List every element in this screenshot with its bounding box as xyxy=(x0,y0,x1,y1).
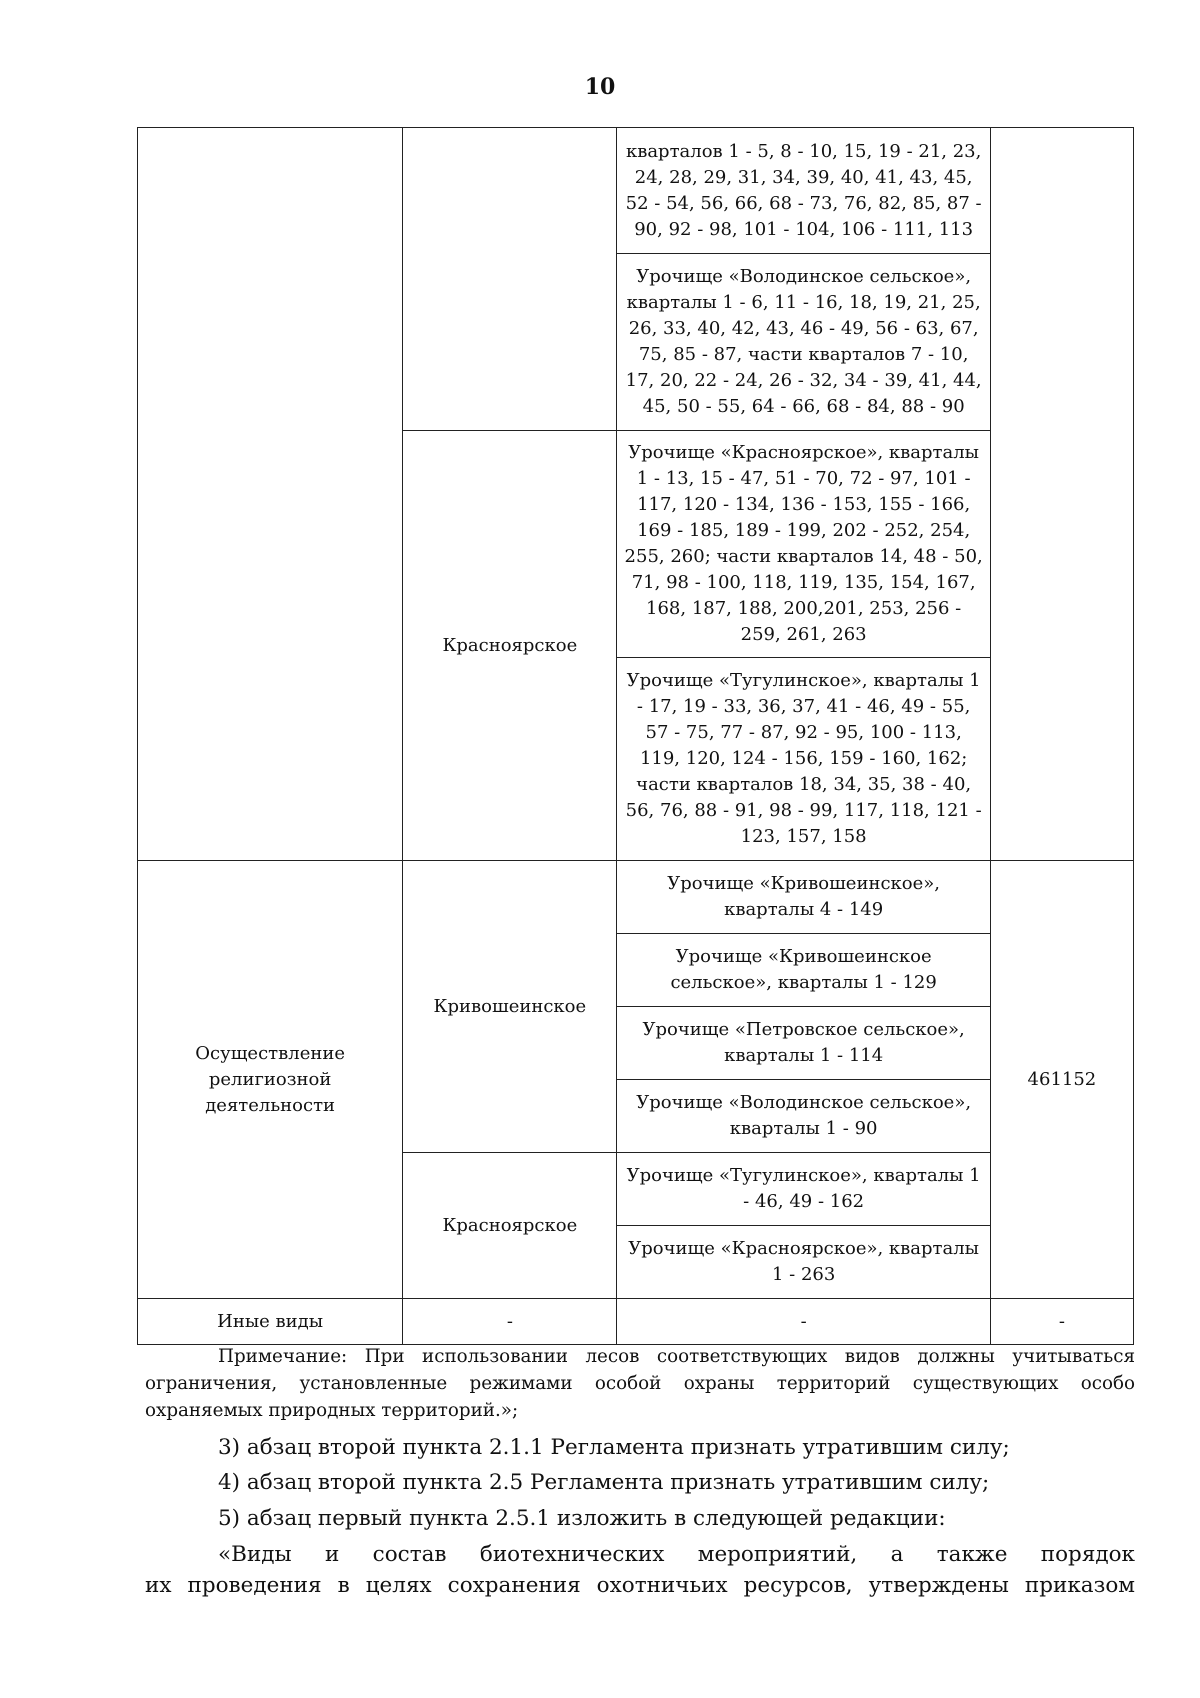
table-row xyxy=(138,861,1134,934)
table-cell-quarters: Урочище «Кривошеинское», кварталы 4 - 149 xyxy=(617,861,990,934)
paragraph-text: 4) абзац второй пункта 2.5 Регламента признать утратившим силу; xyxy=(218,1470,990,1495)
table-cell-forestry: Красноярское xyxy=(403,431,617,861)
table-row xyxy=(138,128,1134,254)
table-cell-empty xyxy=(990,128,1133,861)
table-row xyxy=(138,1299,1134,1345)
table-cell-empty xyxy=(403,128,617,431)
paragraph-item-5 xyxy=(145,1503,1135,1534)
table-cell-quarters: - xyxy=(617,1299,990,1345)
table-cell-area: - xyxy=(990,1299,1133,1345)
table-cell-use-type: Осуществление религиозной деятельности xyxy=(138,861,403,1299)
paragraph-line: их проведения в целях сохранения охотничьих ресурсов, утверждены приказом xyxy=(145,1573,1135,1598)
table-cell-quarters: Урочище «Володинское сельское», кварталы 1 - 90 xyxy=(617,1080,990,1153)
table-cell-area: 461152 xyxy=(990,861,1133,1299)
table-cell-quarters: Урочище «Володинское сельское», кварталы 1 - 6, 11 - 16, 18, 19, 21, 25, 26, 33, 40, 42, 43, 46 - 49, 56 - 63, 67, 75, 85 - 87, части кварталов 7 - 10, 17, 20, 22 - 24, 26 - 32, 34 - 39, 41, 44, 45, 50 - 55, 64 - 66, 68 - 84, 88 - 90 xyxy=(617,254,990,431)
page-number: 10 xyxy=(584,74,616,100)
paragraph-text: 3) абзац второй пункта 2.1.1 Регламента признать утратившим силу; xyxy=(218,1435,1010,1460)
table-cell-quarters: кварталов 1 - 5, 8 - 10, 15, 19 - 21, 23, 24, 28, 29, 31, 34, 39, 40, 41, 43, 45, 52 - 54, 56, 66, 68 - 73, 76, 82, 85, 87 - 90, 92 - 98, 101 - 104, 106 - 111, 113 xyxy=(617,128,990,254)
table-cell-quarters: Урочище «Кривошеинское сельское», кварталы 1 - 129 xyxy=(617,934,990,1007)
table-note xyxy=(145,1343,1135,1424)
table-cell-forestry: Кривошеинское xyxy=(403,861,617,1153)
table-cell-quarters: Урочище «Красноярское», кварталы 1 - 13, 15 - 47, 51 - 70, 72 - 97, 101 - 117, 120 - 134, 136 - 153, 155 - 166, 169 - 185, 189 - 199, 202 - 252, 254, 255, 260; части кварталов 14, 48 - 50, 71, 98 - 100, 118, 119, 135, 154, 167, 168, 187, 188, 200,201, 253, 256 - 259, 261, 263 xyxy=(617,431,990,658)
table-cell-quarters: Урочище «Петровское сельское», кварталы 1 - 114 xyxy=(617,1007,990,1080)
table-cell-empty xyxy=(138,128,403,861)
paragraph-text: 5) абзац первый пункта 2.5.1 изложить в следующей редакции: xyxy=(218,1506,946,1531)
table-cell-forestry: - xyxy=(403,1299,617,1345)
paragraph-item-4 xyxy=(145,1467,1135,1498)
table-cell-quarters: Урочище «Красноярское», кварталы 1 - 263 xyxy=(617,1226,990,1299)
table-cell-quarters: Урочище «Тугулинское», кварталы 1 - 46, 49 - 162 xyxy=(617,1153,990,1226)
paragraph-quote xyxy=(145,1539,1135,1601)
paragraph-line: «Виды и состав биотехнических мероприятий, а также порядок xyxy=(218,1542,1135,1567)
table-cell-use-type: Иные виды xyxy=(138,1299,403,1345)
paragraph-item-3 xyxy=(145,1432,1135,1463)
table-cell-quarters: Урочище «Тугулинское», кварталы 1 - 17, 19 - 33, 36, 37, 41 - 46, 49 - 55, 57 - 75, 77 - 87, 92 - 95, 100 - 113, 119, 120, 124 - 156, 159 - 160, 162; части кварталов 18, 34, 35, 38 - 40, 56, 76, 88 - 91, 98 - 99, 117, 118, 121 - 123, 157, 158 xyxy=(617,658,990,861)
note-text: Примечание: При использовании лесов соответствующих видов должны учитываться ограничения, установленные режимами особой охраны территорий существующих особо охраняемых природных территорий.»; xyxy=(145,1346,1135,1421)
forest-use-table xyxy=(137,127,1134,1345)
table-cell-forestry: Красноярское xyxy=(403,1153,617,1299)
